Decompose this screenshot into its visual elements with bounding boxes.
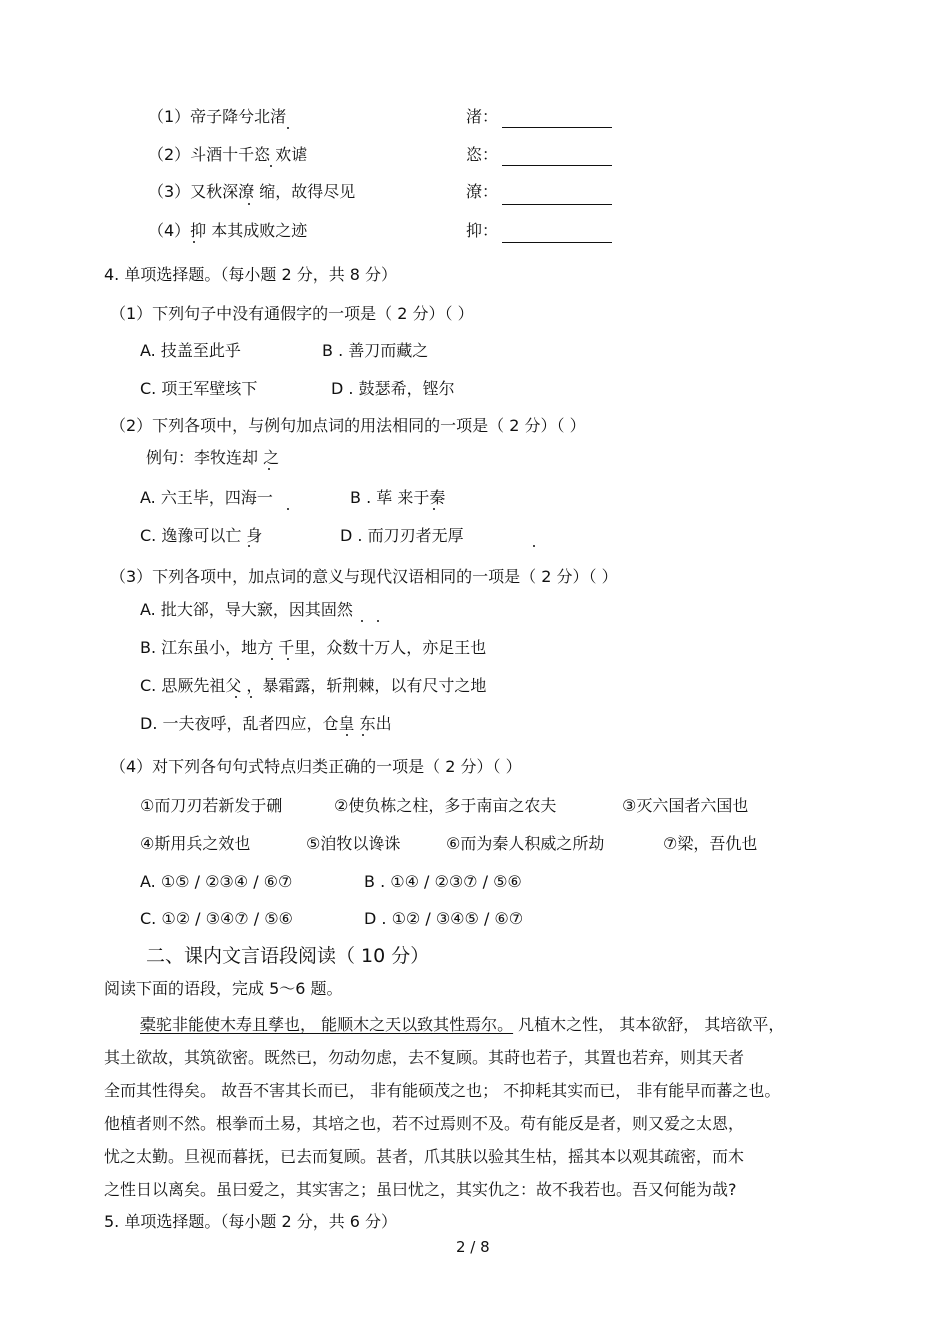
- emphasis-dot: [250, 696, 252, 698]
- q3-item-1-key: 渚：: [466, 107, 499, 126]
- passage-underlined-text: 橐驼非能使木寿且孳也， 能顺木之天以致其性焉尔。: [140, 1015, 514, 1034]
- q4-4-sentence-7: ⑦梁，吾仇也: [663, 834, 758, 853]
- q4-3-option-a[interactable]: A. 批大郤，导大窾，因其固然: [140, 600, 353, 619]
- q4-1-option-b[interactable]: B . 善刀而藏之: [322, 341, 429, 360]
- q4-2-example: 例句：李牧连却 之: [146, 448, 280, 467]
- q4-4-option-d[interactable]: D . ①② / ③④⑤ / ⑥⑦: [364, 909, 524, 928]
- emphasis-dot: [377, 620, 379, 622]
- q4-4-sentence-2: ②使负栋之柱，多于南亩之农夫: [334, 796, 557, 815]
- passage-line-4: 他植者则不然。根拳而土易，其培之也，若不过焉则不及。苟有能反是者，则又爱之太恩，: [104, 1114, 745, 1133]
- q3-item-2-text: （2）斗酒十千恣 欢谑: [148, 145, 308, 164]
- emphasis-dot: [248, 545, 250, 547]
- section-title: 二、课内文言语段阅读（ 10 分）: [146, 945, 430, 967]
- q4-4-sentence-4: ④斯用兵之效也: [140, 834, 251, 853]
- q3-item-3-text: （3）又秋深潦 缩，故得尽见: [148, 182, 356, 201]
- q4-2-stem: （2）下列各项中，与例句加点词的用法相同的一项是（ 2 分）（ ）: [110, 416, 586, 435]
- q4-4-option-a[interactable]: A. ①⑤ / ②③④ / ⑥⑦: [140, 872, 293, 891]
- q4-4-sentence-3: ③灭六国者六国也: [622, 796, 749, 815]
- answer-blank[interactable]: [502, 126, 612, 128]
- page-number: 2 / 8: [456, 1238, 490, 1256]
- answer-blank[interactable]: [502, 164, 612, 166]
- passage-line-6: 之性日以离矣。虽曰爱之，其实害之；虽曰忧之，其实仇之：故不我若也。吾又何能为哉?: [104, 1180, 737, 1199]
- q4-4-sentence-1: ①而刀刃若新发于硎: [140, 796, 283, 815]
- q4-4-option-b[interactable]: B . ①④ / ②③⑦ / ⑤⑥: [364, 872, 522, 891]
- q4-1-stem: （1）下列句子中没有通假字的一项是（ 2 分）（ ）: [110, 304, 474, 323]
- q4-3-stem: （3）下列各项中，加点词的意义与现代汉语相同的一项是（ 2 分）（ ）: [110, 567, 618, 586]
- answer-blank[interactable]: [502, 203, 612, 205]
- q4-4-option-c[interactable]: C. ①② / ③④⑦ / ⑤⑥: [140, 909, 293, 928]
- q4-2-option-c[interactable]: C. 逸豫可以亡 身: [140, 526, 263, 545]
- q3-item-2-key: 恣：: [466, 145, 499, 164]
- emphasis-dot: [270, 165, 272, 167]
- emphasis-dot: [193, 241, 195, 243]
- passage-line-5: 忧之太勤。旦视而暮抚，已去而复顾。甚者，爪其肤以验其生枯，摇其本以观其疏密，而木: [104, 1147, 745, 1166]
- q4-2-option-a[interactable]: A. 六王毕，四海一: [140, 488, 273, 507]
- q4-2-option-d[interactable]: D . 而刀刃者无厚: [340, 526, 464, 545]
- q4-1-option-c[interactable]: C. 项王军壁垓下: [140, 379, 258, 398]
- q4-3-option-b[interactable]: B. 江东虽小，地方 千里，众数十万人，亦足王也: [140, 638, 487, 657]
- q4-heading: 4. 单项选择题。（每小题 2 分，共 8 分）: [104, 265, 398, 284]
- passage-line-1-rest: 凡植木之性， 其本欲舒， 其培欲平，: [513, 1015, 785, 1034]
- q4-4-sentence-5: ⑤洎牧以谗诛: [306, 834, 401, 853]
- passage-line-2: 其土欲故，其筑欲密。既然已，勿动勿虑，去不复顾。其莳也若子，其置也若弃，则其天者: [104, 1048, 745, 1067]
- q4-4-sentence-6: ⑥而为秦人积威之所劫: [446, 834, 605, 853]
- q3-item-3-key: 潦：: [466, 182, 499, 201]
- emphasis-dot: [346, 734, 348, 736]
- emphasis-dot: [271, 658, 273, 660]
- passage-line-3: 全而其性得矣。 故吾不害其长而已， 非有能硕茂之也； 不抑耗其实而已， 非有能早而蕃之也。: [104, 1081, 781, 1100]
- q4-1-option-a[interactable]: A. 技盖至此乎: [140, 341, 241, 360]
- q3-item-4-text: （4）抑 本其成败之迹: [148, 221, 308, 240]
- emphasis-dot: [287, 658, 289, 660]
- emphasis-dot: [235, 696, 237, 698]
- emphasis-dot: [268, 468, 270, 470]
- q4-3-option-c[interactable]: C. 思厥先祖父 ，暴霜露，斩荆棘，以有尺寸之地: [140, 676, 487, 695]
- emphasis-dot: [533, 545, 535, 547]
- q4-3-option-d[interactable]: D. 一夫夜呼，乱者四应，仓皇 东出: [140, 714, 392, 733]
- emphasis-dot: [287, 127, 289, 129]
- q3-item-1-text: （1）帝子降兮北渚: [148, 107, 287, 126]
- q5-heading: 5. 单项选择题。（每小题 2 分，共 6 分）: [104, 1212, 398, 1231]
- passage-line-1: [140, 1015, 784, 1035]
- section-instruction: 阅读下面的语段，完成 5～6 题。: [104, 979, 343, 998]
- emphasis-dot: [248, 203, 250, 205]
- answer-blank[interactable]: [502, 241, 612, 243]
- emphasis-dot: [361, 620, 363, 622]
- q4-2-option-b[interactable]: B . 荜 来于秦: [350, 488, 446, 507]
- emphasis-dot: [362, 734, 364, 736]
- q4-4-stem: （4）对下列各句句式特点归类正确的一项是（ 2 分）（ ）: [110, 757, 522, 776]
- emphasis-dot: [287, 508, 289, 510]
- q3-item-4-key: 抑：: [466, 221, 499, 240]
- q4-1-option-d[interactable]: D . 鼓瑟希，铿尔: [331, 379, 455, 398]
- emphasis-dot: [433, 508, 435, 510]
